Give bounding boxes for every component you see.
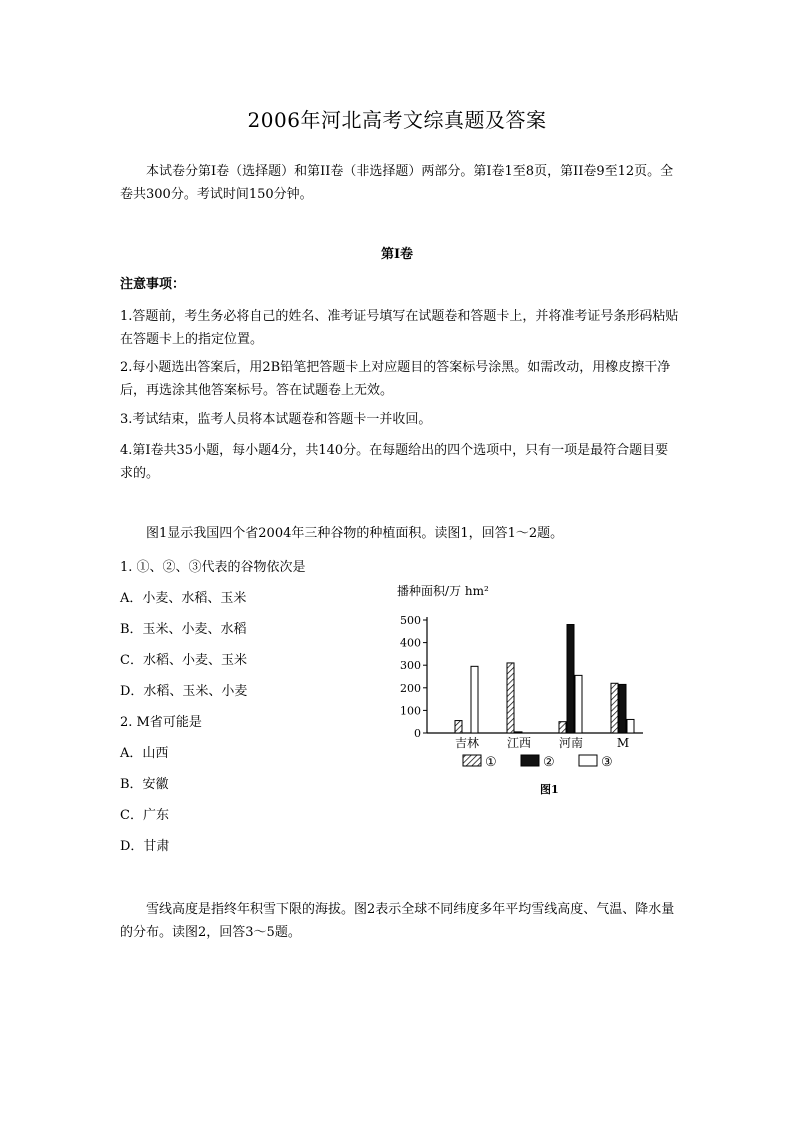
y-tick-label: 0	[414, 727, 421, 740]
question-1-option-d: D．水稻、玉米、小麦	[120, 684, 248, 699]
legend-label: ③	[601, 755, 613, 770]
bar-3-河南	[575, 675, 582, 733]
notice-item-1: 1.答题前，考生务必将自己的姓名、准考证号填写在试题卷和答题卡上，并将准考证号条形码粘贴在答题卡上的指定位置。	[120, 309, 679, 347]
bar-1-M	[611, 683, 618, 733]
question-2-stem: 2. M省可能是	[120, 715, 202, 730]
section-title: 第I卷	[380, 247, 414, 262]
bar-2-河南	[567, 625, 574, 733]
question-2-option-d: D．甘肃	[120, 839, 170, 854]
question-1-stem: 1. ①、②、③代表的谷物依次是	[120, 560, 306, 575]
legend-swatch	[579, 755, 597, 766]
bar-1-河南	[559, 722, 566, 733]
question-2-option-b: B．安徽	[120, 777, 169, 792]
notice-heading: 注意事项：	[120, 277, 186, 292]
intro-paragraph: 本试卷分第I卷（选择题）和第II卷（非选择题）两部分。第I卷1至8页，第II卷9至12页。全卷共300分。考试时间150分钟。	[120, 164, 674, 202]
question-2-option-c: C．广东	[120, 808, 169, 823]
y-tick-label: 400	[400, 636, 421, 650]
question-2-option-a: A．山西	[120, 746, 169, 761]
y-tick-label: 500	[400, 614, 421, 627]
x-tick-label: 江西	[506, 736, 532, 750]
question-1-option-b: B．玉米、小麦、水稻	[120, 622, 247, 637]
notice-item-2: 2.每小题选出答案后，用2B铅笔把答题卡上对应题目的答案标号涂黑。如需改动，用橡皮擦干净后，再选涂其他答案标号。答在试题卷上无效。	[120, 360, 671, 398]
legend-swatch	[463, 755, 481, 766]
bar-3-M	[627, 719, 634, 733]
chart-ylabel: 播种面积/万 hm²	[397, 584, 489, 598]
figure1-intro: 图1显示我国四个省2004年三种谷物的种植面积。读图1，回答1～2题。	[146, 526, 564, 541]
figure1-chart	[385, 575, 655, 820]
bar-3-吉林	[471, 666, 478, 733]
legend-swatch	[521, 755, 539, 766]
y-tick-label: 200	[400, 681, 421, 695]
legend-label: ②	[543, 755, 555, 770]
bar-2-M	[619, 684, 626, 733]
bar-1-吉林	[455, 721, 462, 733]
chart-caption: 图1	[540, 783, 559, 796]
y-tick-label: 300	[400, 659, 421, 673]
bar-2-江西	[515, 732, 522, 733]
notice-item-3: 3.考试结束，监考人员将本试题卷和答题卡一并收回。	[120, 412, 432, 427]
question-1-option-a: A．小麦、水稻、玉米	[120, 591, 247, 606]
x-tick-label: 河南	[558, 736, 584, 750]
page-title: 2006年河北高考文综真题及答案	[247, 108, 547, 132]
notice-item-4: 4.第I卷共35小题，每小题4分，共140分。在每题给出的四个选项中，只有一项是最符合题目要求的。	[120, 443, 669, 481]
bar-1-江西	[507, 663, 514, 733]
figure2-intro: 雪线高度是指终年积雪下限的海拔。图2表示全球不同纬度多年平均雪线高度、气温、降水量的分布。读图2，回答3～5题。	[120, 902, 675, 940]
x-tick-label: M	[616, 736, 630, 750]
y-tick-label: 100	[400, 704, 421, 718]
legend-label: ①	[485, 755, 497, 770]
question-1-option-c: C．水稻、小麦、玉米	[120, 653, 247, 668]
x-tick-label: 吉林	[454, 736, 480, 750]
